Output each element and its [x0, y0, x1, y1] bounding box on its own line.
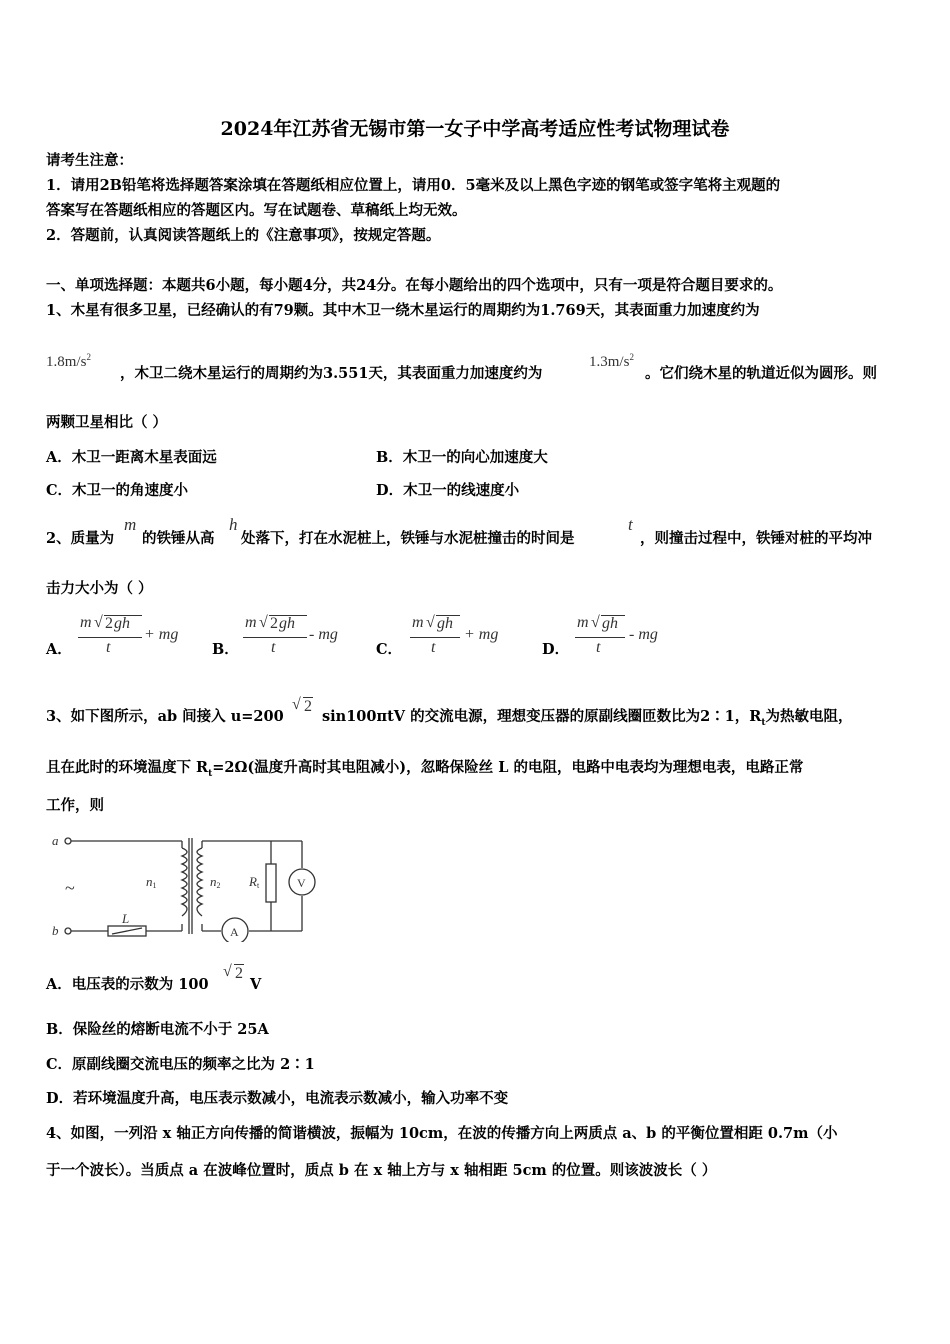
- q1-stem-line-3: 两颗卫星相比（ ）: [46, 414, 168, 431]
- q2-option-d-formula: [575, 614, 675, 664]
- q3-circuit-diagram: [46, 828, 330, 942]
- q2-stem-p3: 处落下，打在水泥桩上，铁锤与水泥桩撞击的时间是: [241, 530, 575, 547]
- notice-line-2: 答案写在答题纸相应的答题区内。写在试题卷、草稿纸上均无效。: [46, 202, 467, 219]
- q3-option-a-text: A．电压表的示数为 100: [46, 976, 209, 993]
- q1-option-d: D．木卫一的线速度小: [376, 482, 520, 499]
- q2-a-tail: + mg: [144, 626, 179, 643]
- section-heading: 一、单项选择题：本题共6小题，每小题4分，共24分。在每小题给出的四个选项中，只有一项是符合题目要求的。: [46, 277, 783, 294]
- q3-sqrt-sign: √: [292, 696, 301, 713]
- q2-d-m: m: [577, 614, 589, 631]
- terminal-a-label: a: [52, 833, 59, 848]
- q1-option-a: A．木卫一距离木星表面远: [46, 449, 217, 466]
- q2-c-m: m: [412, 614, 424, 631]
- ac-source-icon: ~: [65, 878, 75, 898]
- q2-a-m: m: [80, 614, 92, 631]
- q2-var-t: t: [628, 515, 633, 534]
- n2-label: n2: [210, 874, 221, 890]
- q2-option-a-label: A．: [46, 641, 72, 658]
- rt-label: Rt: [249, 874, 260, 890]
- q1-stem-tail: 。它们绕木星的轨道近似为圆形。则: [645, 365, 877, 382]
- q4-stem-line-1: 4、如图，一列沿 x 轴正方向传播的简谐横波，振幅为 10cm，在波的传播方向上两质点 a、b 的平衡位置相距 0.7m（小: [46, 1125, 838, 1142]
- q2-d-sqrt-sign: √: [591, 614, 600, 631]
- page-title: 2024年江苏省无锡市第一女子中学高考适应性考试物理试卷: [220, 118, 730, 140]
- q2-c-sqrt-sign: √: [426, 614, 435, 631]
- q2-d-tail: - mg: [629, 626, 658, 643]
- q3-option-a-sqrt: [223, 963, 253, 985]
- q3-option-c: C．原副线圈交流电压的频率之比为 2∶1: [46, 1056, 315, 1073]
- q2-option-b-formula: [243, 614, 353, 664]
- q2-d-gh: gh: [602, 615, 618, 632]
- q3-option-d: D．若环境温度升高，电压表示数减小，电流表示数减小，输入功率不变: [46, 1090, 509, 1107]
- q3-option-b: B．保险丝的熔断电流不小于 25A: [46, 1021, 269, 1038]
- q3-a-sqrt-sign: √: [223, 963, 232, 980]
- q3-option-a-unit: V: [250, 976, 262, 993]
- q3-sqrt: [292, 696, 322, 718]
- q2-option-c-label: C．: [376, 641, 403, 658]
- q2-c-tail: + mg: [464, 626, 499, 643]
- q2-var-h: h: [229, 515, 238, 534]
- q2-stem-p2: 的铁锤从高: [142, 530, 215, 547]
- ammeter-label: A: [230, 925, 239, 939]
- q3-stem-p1: 3、如下图所示，ab 间接入 u=200: [46, 708, 284, 725]
- q2-a-two: 2: [105, 615, 113, 632]
- q3-stem-line-3: 工作，则: [46, 797, 104, 814]
- q3-a-sqrt-two: 2: [235, 965, 243, 982]
- q3-sqrt-two: 2: [304, 698, 312, 715]
- n1-label: n1: [146, 874, 157, 890]
- notice-line-1: 1．请用2B铅笔将选择题答案涂填在答题纸相应位置上，请用0．5毫米及以上黑色字迹的钢笔或签字笔将主观题的: [46, 177, 781, 194]
- q3-stem-p2: sin100πtV 的交流电源，理想变压器的原副线圈匝数比为2∶1，$R_t$为热敏电阻，: [322, 708, 853, 728]
- q2-b-tail: - mg: [309, 626, 338, 643]
- terminal-b-label: b: [52, 923, 59, 938]
- q2-stem-p4: ，则撞击过程中，铁锤对桩的平均冲: [640, 530, 872, 547]
- q2-d-den: t: [596, 639, 601, 656]
- notice-line-3: 2．答题前，认真阅读答题纸上的《注意事项》，按规定答题。: [46, 227, 441, 244]
- thermistor-icon: [266, 864, 276, 902]
- q2-a-den: t: [106, 639, 111, 656]
- q2-option-d-label: D．: [542, 641, 570, 658]
- q2-b-den: t: [271, 639, 276, 656]
- q2-b-gh: gh: [279, 615, 295, 632]
- q1-option-b: B．木卫一的向心加速度大: [376, 449, 548, 466]
- q2-a-sqrt-sign: √: [94, 614, 103, 631]
- q1-stem-mid: ，木卫二绕木星运行的周期约为3.551天，其表面重力加速度约为: [120, 365, 543, 382]
- q2-stem-p1: 2、质量为: [46, 530, 115, 547]
- primary-coil-icon: [182, 848, 187, 916]
- q3-stem-line-2: 且在此时的环境温度下 $R_t=2\Omega$(温度升高时其电阻减小)，忽略保险丝 L 的电阻，电路中电表均为理想电表，电路正常: [46, 759, 804, 779]
- q1-stem-line-1: 1、木星有很多卫星，已经确认的有79颗。其中木卫一绕木星运行的周期约为1.769天，其表面重力加速度约为: [46, 302, 760, 319]
- secondary-coil-icon: [197, 848, 202, 916]
- q2-b-sqrt-sign: √: [259, 614, 268, 631]
- q2-c-den: t: [431, 639, 436, 656]
- q2-a-gh: gh: [114, 615, 130, 632]
- terminal-b-icon: [65, 928, 71, 934]
- q1-g1-value: $1.8m/s^2$: [46, 352, 91, 370]
- voltmeter-label: V: [297, 876, 306, 890]
- q2-option-c-formula: [410, 614, 510, 664]
- q2-option-b-label: B．: [212, 641, 239, 658]
- q2-c-gh: gh: [437, 615, 453, 632]
- notice-heading: 请考生注意：: [46, 152, 133, 169]
- q1-g2-value: $1.3m/s^2$: [589, 352, 634, 370]
- terminal-a-icon: [65, 838, 71, 844]
- q2-stem-line-2: 击力大小为（ ）: [46, 580, 153, 597]
- q2-b-two: 2: [270, 615, 278, 632]
- fuse-label: L: [122, 911, 130, 926]
- q4-stem-line-2: 于一个波长）。当质点 a 在波峰位置时，质点 b 在 x 轴上方与 x 轴相距 5cm 的位置。则该波波长（ ）: [46, 1162, 717, 1179]
- q2-b-m: m: [245, 614, 257, 631]
- q2-option-a-formula: [78, 614, 188, 664]
- q1-option-c: C．木卫一的角速度小: [46, 482, 189, 499]
- q2-var-m: m: [124, 515, 137, 534]
